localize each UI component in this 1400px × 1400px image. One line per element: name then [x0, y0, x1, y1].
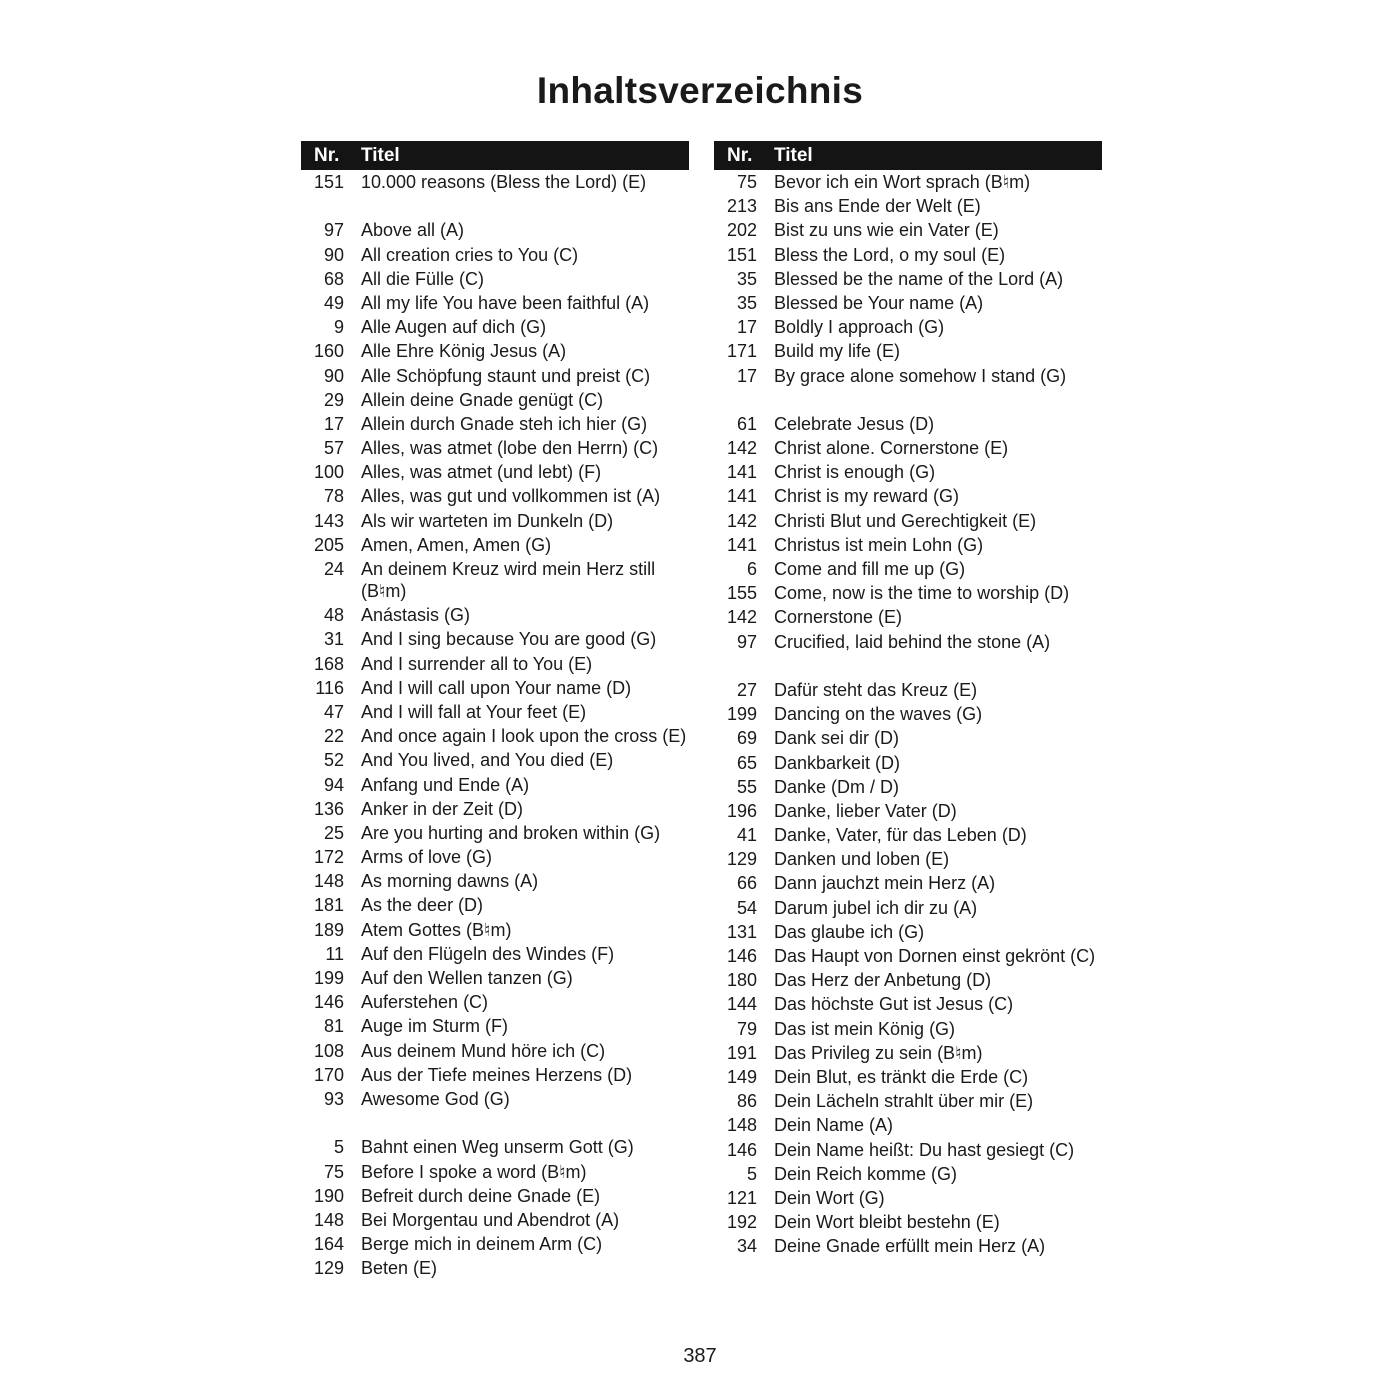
- entry-number: 189: [313, 919, 344, 940]
- entry-number: 34: [736, 1236, 757, 1257]
- page-number: 387: [683, 1345, 717, 1367]
- entry-title: Das höchste Gut ist Jesus (C): [774, 994, 1014, 1015]
- toc-entry: [714, 1163, 1102, 1185]
- entry-number: 199: [726, 704, 757, 725]
- entry-title: Build my life (E): [774, 341, 901, 362]
- toc-entry: [301, 1257, 689, 1279]
- entry-number: 155: [726, 583, 757, 604]
- entry-number: 116: [315, 677, 344, 698]
- entry-number: 97: [736, 631, 757, 652]
- entry-number: 121: [726, 1187, 757, 1208]
- entry-title: Allein deine Gnade genügt (C): [361, 389, 604, 410]
- toc-entry: [301, 485, 689, 507]
- toc-entry: [301, 1015, 689, 1037]
- entry-number: 151: [726, 244, 757, 265]
- entry-title: And I will call upon Your name (D): [361, 677, 632, 698]
- toc-entry: [714, 365, 1102, 387]
- entry-number: 48: [323, 605, 344, 626]
- toc-entry: [301, 461, 689, 483]
- entry-title: Aus deinem Mund höre ich (C): [361, 1040, 606, 1061]
- entry-number: 90: [323, 244, 344, 265]
- toc-entry: [714, 244, 1102, 266]
- toc-entry: [301, 628, 689, 650]
- toc-entry: [714, 1211, 1102, 1233]
- entry-number: 164: [313, 1234, 344, 1255]
- entry-title: And I surrender all to You (E): [361, 653, 593, 674]
- entry-number: 49: [323, 292, 344, 313]
- toc-entry: [714, 413, 1102, 435]
- entry-number: 5: [333, 1137, 344, 1158]
- toc-entry: [301, 846, 689, 868]
- toc-entry: [714, 752, 1102, 774]
- entry-title: Deine Gnade erfüllt mein Herz (A): [774, 1236, 1046, 1257]
- toc-entry: [714, 316, 1102, 338]
- entry-number: 17: [736, 365, 757, 386]
- entry-title: Alles, was atmet (lobe den Herrn) (C): [361, 438, 659, 459]
- entry-title: Danken und loben (E): [774, 849, 950, 870]
- entry-title: All die Fülle (C): [361, 268, 485, 289]
- entry-number: 181: [313, 895, 344, 916]
- toc-entry: [714, 558, 1102, 580]
- toc-list-right: [714, 170, 1102, 1257]
- toc-entry: [301, 1040, 689, 1062]
- entry-number: 55: [736, 776, 757, 797]
- entry-title: Das glaube ich (G): [774, 921, 925, 942]
- entry-number: 148: [726, 1115, 757, 1136]
- entry-number: 81: [323, 1016, 344, 1037]
- entry-number: 35: [736, 292, 757, 313]
- toc-entry: [714, 1090, 1102, 1112]
- entry-title: Alles, was atmet (und lebt) (F): [361, 462, 602, 483]
- entry-title: As the deer (D): [361, 895, 484, 916]
- entry-number: 29: [323, 389, 344, 410]
- entry-number: 94: [323, 774, 344, 795]
- entry-title: Bevor ich ein Wort sprach (B♮m): [774, 172, 1031, 192]
- entry-number: 172: [313, 847, 344, 868]
- toc-entry: [714, 292, 1102, 314]
- entry-title: Bless the Lord, o my soul (E): [774, 244, 1006, 265]
- entry-title: Arms of love (G): [361, 847, 493, 868]
- entry-title: Dein Reich komme (G): [774, 1163, 958, 1184]
- entry-number: 170: [313, 1064, 344, 1085]
- entry-title: Alles, was gut und vollkommen ist (A): [361, 486, 661, 507]
- entry-title: Celebrate Jesus (D): [774, 413, 935, 434]
- entry-title: Bist zu uns wie ein Vater (E): [774, 220, 999, 241]
- entry-title: Christus ist mein Lohn (G): [774, 534, 984, 555]
- toc-entry: [301, 749, 689, 771]
- toc-entry: [714, 582, 1102, 604]
- section-gap: [714, 389, 1102, 413]
- toc-entry: [301, 798, 689, 820]
- toc-entry: [301, 558, 689, 602]
- entry-number: 68: [323, 268, 344, 289]
- entry-title: 10.000 reasons (Bless the Lord) (E): [361, 172, 647, 192]
- toc-entry: [301, 725, 689, 747]
- entry-title: Christi Blut und Gerechtigkeit (E): [774, 510, 1037, 531]
- header-title: Titel: [361, 144, 400, 166]
- toc-entry: [301, 437, 689, 459]
- entry-number: 192: [726, 1212, 757, 1233]
- toc-entry: [714, 1187, 1102, 1209]
- toc-column-right: [714, 141, 1102, 1259]
- toc-entry: [301, 1064, 689, 1086]
- entry-title: Danke, Vater, für das Leben (D): [774, 825, 1027, 846]
- entry-number: 191: [726, 1042, 757, 1063]
- entry-title: And I will fall at Your feet (E): [361, 701, 587, 722]
- entry-number: 160: [313, 341, 344, 362]
- toc-entry: [301, 292, 689, 314]
- entry-title: Auf den Wellen tanzen (G): [361, 968, 573, 988]
- entry-title: Als wir warteten im Dunkeln (D): [361, 510, 614, 531]
- entry-number: 65: [736, 752, 757, 773]
- toc-entry: [714, 461, 1102, 483]
- toc-entry: [714, 534, 1102, 556]
- entry-number: 24: [323, 559, 344, 579]
- entry-number: 17: [736, 317, 757, 338]
- entry-title: Dancing on the waves (G): [774, 704, 983, 725]
- page-title: Inhaltsverzeichnis: [536, 70, 864, 111]
- entry-number: 6: [746, 559, 757, 579]
- entry-number: 143: [313, 510, 344, 531]
- toc-entry: [301, 967, 689, 989]
- entry-title: Auge im Sturm (F): [361, 1016, 509, 1037]
- toc-entry: [714, 776, 1102, 798]
- entry-title: All creation cries to You (C): [361, 244, 579, 265]
- entry-number: 25: [323, 822, 344, 843]
- toc-entry: [301, 389, 689, 411]
- header-title: Titel: [774, 144, 813, 166]
- entry-title: Dein Wort bleibt bestehn (E): [774, 1212, 1000, 1233]
- toc-entry: [301, 1161, 689, 1183]
- toc-entry: [714, 1139, 1102, 1161]
- entry-number: 129: [313, 1258, 344, 1279]
- entry-number: 196: [726, 800, 757, 821]
- entry-title: Atem Gottes (B♮m): [361, 919, 512, 940]
- entry-number: 79: [736, 1018, 757, 1039]
- entry-number: 11: [325, 943, 344, 964]
- entry-title: Dein Lächeln strahlt über mir (E): [774, 1091, 1034, 1112]
- entry-number: 66: [736, 873, 757, 894]
- entry-number: 151: [313, 172, 344, 192]
- entry-title: Das Privileg zu sein (B♮m): [774, 1042, 983, 1063]
- toc-entry: [301, 894, 689, 916]
- toc-entry: [714, 872, 1102, 894]
- header-nr: Nr.: [314, 144, 340, 166]
- entry-number: 108: [313, 1040, 344, 1061]
- toc-entry: [714, 1066, 1102, 1088]
- entry-title: Das Haupt von Dornen einst gekrönt (C): [774, 946, 1096, 966]
- entry-title: Dein Wort (G): [774, 1187, 885, 1208]
- entry-number: 144: [726, 994, 757, 1015]
- entry-title: Awesome God (G): [361, 1088, 510, 1109]
- entry-number: 54: [736, 897, 757, 918]
- toc-entry: [714, 824, 1102, 846]
- toc-entry: [714, 945, 1102, 967]
- toc-list-left: [301, 170, 689, 1279]
- toc-entry: [714, 727, 1102, 749]
- entry-number: 199: [313, 968, 344, 988]
- entry-number: 168: [313, 653, 344, 674]
- toc-entry: [301, 653, 689, 675]
- entry-title: Blessed be the name of the Lord (A): [774, 268, 1064, 289]
- section-gap: [301, 1112, 689, 1136]
- entry-title: Amen, Amen, Amen (G): [361, 534, 552, 555]
- entry-number: 35: [736, 268, 757, 289]
- entry-number: 131: [726, 921, 757, 942]
- toc-entry: [301, 510, 689, 532]
- entry-number: 78: [323, 486, 344, 507]
- toc-entry: [301, 244, 689, 266]
- toc-entry: [301, 219, 689, 241]
- entry-title: And I sing because You are good (G): [361, 629, 657, 650]
- toc-entry: [301, 340, 689, 362]
- entry-title: Dein Name (A): [774, 1115, 894, 1136]
- toc-entry: [301, 1136, 689, 1158]
- toc-entry: [301, 991, 689, 1013]
- entry-title: Anfang und Ende (A): [361, 774, 530, 795]
- entry-title: Alle Augen auf dich (G): [361, 317, 547, 338]
- entry-number: 148: [313, 871, 344, 892]
- entry-title: Boldly I approach (G): [774, 317, 945, 338]
- section-gap: [714, 655, 1102, 679]
- entry-title: Darum jubel ich dir zu (A): [774, 897, 978, 918]
- toc-entry: [714, 1018, 1102, 1040]
- toc-entry: [714, 171, 1102, 193]
- entry-title: Befreit durch deine Gnade (E): [361, 1185, 601, 1206]
- entry-number: 180: [726, 970, 757, 991]
- entry-title: Come and fill me up (G): [774, 559, 966, 579]
- toc-entry: [714, 631, 1102, 653]
- entry-title: Alle Ehre König Jesus (A): [361, 341, 567, 362]
- entry-number: 100: [313, 462, 344, 483]
- entry-number: 146: [726, 946, 757, 966]
- entry-number: 41: [736, 825, 757, 846]
- toc-entry: [301, 1185, 689, 1207]
- toc-entry: [301, 822, 689, 844]
- entry-title: Dann jauchzt mein Herz (A): [774, 873, 996, 894]
- toc-entry: [714, 921, 1102, 943]
- entry-title: Auf den Flügeln des Windes (F): [361, 943, 615, 964]
- entry-title: As morning dawns (A): [361, 871, 539, 892]
- toc-entry: [714, 437, 1102, 459]
- entry-title: And once again I look upon the cross (E): [361, 726, 687, 747]
- entry-title: Anástasis (G): [361, 605, 471, 626]
- entry-title: Before I spoke a word (B♮m): [361, 1161, 587, 1182]
- entry-number: 17: [323, 413, 344, 434]
- toc-entry: [301, 268, 689, 290]
- toc-entry: [301, 870, 689, 892]
- entry-number: 148: [313, 1209, 344, 1230]
- entry-number: 69: [736, 728, 757, 749]
- entry-title: All my life You have been faithful (A): [361, 292, 650, 313]
- entry-title: Dein Name heißt: Du hast gesiegt (C): [774, 1139, 1075, 1160]
- entry-number: 129: [726, 849, 757, 870]
- entry-number: 93: [323, 1088, 344, 1109]
- entry-title: By grace alone somehow I stand (G): [774, 365, 1067, 386]
- entry-title: Das Herz der Anbetung (D): [774, 970, 992, 991]
- entry-title: Beten (E): [361, 1258, 438, 1279]
- entry-title: Christ alone. Cornerstone (E): [774, 438, 1009, 459]
- toc-entry: [714, 800, 1102, 822]
- entry-title: Above all (A): [361, 220, 465, 241]
- toc-entry: [714, 340, 1102, 362]
- toc-entry: [301, 943, 689, 965]
- toc-entry: [714, 195, 1102, 217]
- toc-entry: [301, 677, 689, 699]
- entry-number: 90: [323, 365, 344, 386]
- toc-entry: [714, 969, 1102, 991]
- toc-entry: [301, 413, 689, 435]
- entry-number: 136: [313, 798, 344, 819]
- entry-title: Bahnt einen Weg unserm Gott (G): [361, 1137, 634, 1158]
- toc-entry: [714, 1042, 1102, 1064]
- entry-number: 190: [313, 1185, 344, 1206]
- entry-number: 142: [726, 438, 757, 459]
- entry-title: Anker in der Zeit (D): [361, 798, 524, 819]
- entry-number: 57: [323, 438, 344, 459]
- toc-entry: [714, 679, 1102, 701]
- entry-title: Christ is my reward (G): [774, 486, 960, 507]
- entry-title: Dein Blut, es tränkt die Erde (C): [774, 1066, 1029, 1087]
- entry-number: 146: [726, 1139, 757, 1160]
- toc-entry: [714, 897, 1102, 919]
- toc-entry: [301, 316, 689, 338]
- toc-entry: [714, 993, 1102, 1015]
- toc-entry: [301, 774, 689, 796]
- toc-entry: [301, 1088, 689, 1110]
- entry-title: Aus der Tiefe meines Herzens (D): [361, 1064, 633, 1085]
- entry-title: And You lived, and You died (E): [361, 750, 614, 771]
- entry-number: 75: [736, 172, 757, 192]
- entry-number: 141: [726, 462, 757, 483]
- entry-number: 75: [323, 1161, 344, 1182]
- toc-entry: [301, 1233, 689, 1255]
- toc-entry: [301, 1209, 689, 1231]
- entry-title: Bis ans Ende der Welt (E): [774, 196, 981, 217]
- entry-title: Bei Morgentau und Abendrot (A): [361, 1209, 620, 1230]
- toc-header: [301, 141, 689, 170]
- section-gap: [301, 195, 689, 219]
- entry-title: Danke (Dm / D): [774, 776, 900, 797]
- entry-title: Dafür steht das Kreuz (E): [774, 679, 978, 700]
- toc-entry: [301, 171, 689, 193]
- entry-number: 146: [313, 992, 344, 1013]
- entry-title: Are you hurting and broken within (G): [361, 822, 661, 843]
- entry-number: 141: [726, 534, 757, 555]
- entry-number: 52: [323, 750, 344, 771]
- toc-entry: [301, 365, 689, 387]
- entry-number: 31: [323, 629, 344, 650]
- entry-title: Das ist mein König (G): [774, 1018, 956, 1039]
- toc-entry: [714, 1114, 1102, 1136]
- entry-number: 61: [736, 413, 757, 434]
- entry-title: Auferstehen (C): [361, 992, 489, 1013]
- entry-title: Berge mich in deinem Arm (C): [361, 1234, 603, 1255]
- entry-number: 171: [726, 341, 757, 362]
- entry-number: 27: [736, 679, 757, 700]
- entry-number: 5: [746, 1163, 757, 1184]
- entry-number: 213: [726, 196, 757, 217]
- entry-title: Cornerstone (E): [774, 607, 903, 628]
- entry-number: 86: [736, 1091, 757, 1112]
- entry-title: Christ is enough (G): [774, 462, 936, 483]
- toc-entry: [714, 510, 1102, 532]
- toc-entry: [714, 606, 1102, 628]
- entry-number: 205: [313, 534, 344, 555]
- toc-entry: [714, 485, 1102, 507]
- header-nr: Nr.: [727, 144, 753, 166]
- toc-entry: [714, 268, 1102, 290]
- entry-number: 142: [726, 510, 757, 531]
- toc-entry: [301, 604, 689, 626]
- entry-title: Blessed be Your name (A): [774, 292, 984, 313]
- toc-entry: [301, 534, 689, 556]
- entry-number: 22: [323, 726, 344, 747]
- toc-entry: [714, 1235, 1102, 1257]
- toc-entry: [714, 848, 1102, 870]
- entry-title: An deinem Kreuz wird mein Herz still (B♮m): [361, 559, 656, 601]
- entry-number: 47: [323, 701, 344, 722]
- toc-column-left: [301, 141, 689, 1281]
- entry-title: Crucified, laid behind the stone (A): [774, 631, 1051, 652]
- toc-entry: [301, 919, 689, 941]
- entry-title: Danke, lieber Vater (D): [774, 800, 957, 821]
- entry-number: 149: [726, 1066, 757, 1087]
- entry-number: 141: [726, 486, 757, 507]
- entry-title: Allein durch Gnade steh ich hier (G): [361, 413, 648, 434]
- toc-entry: [714, 219, 1102, 241]
- entry-number: 142: [726, 607, 757, 628]
- toc-entry: [301, 701, 689, 723]
- entry-number: 202: [726, 220, 757, 241]
- entry-number: 97: [323, 220, 344, 241]
- entry-title: Dank sei dir (D): [774, 728, 900, 749]
- entry-title: Alle Schöpfung staunt und preist (C): [361, 365, 651, 386]
- toc-entry: [714, 703, 1102, 725]
- entry-title: Come, now is the time to worship (D): [774, 583, 1070, 604]
- entry-number: 9: [333, 317, 344, 338]
- entry-title: Dankbarkeit (D): [774, 752, 901, 773]
- toc-header: [714, 141, 1102, 170]
